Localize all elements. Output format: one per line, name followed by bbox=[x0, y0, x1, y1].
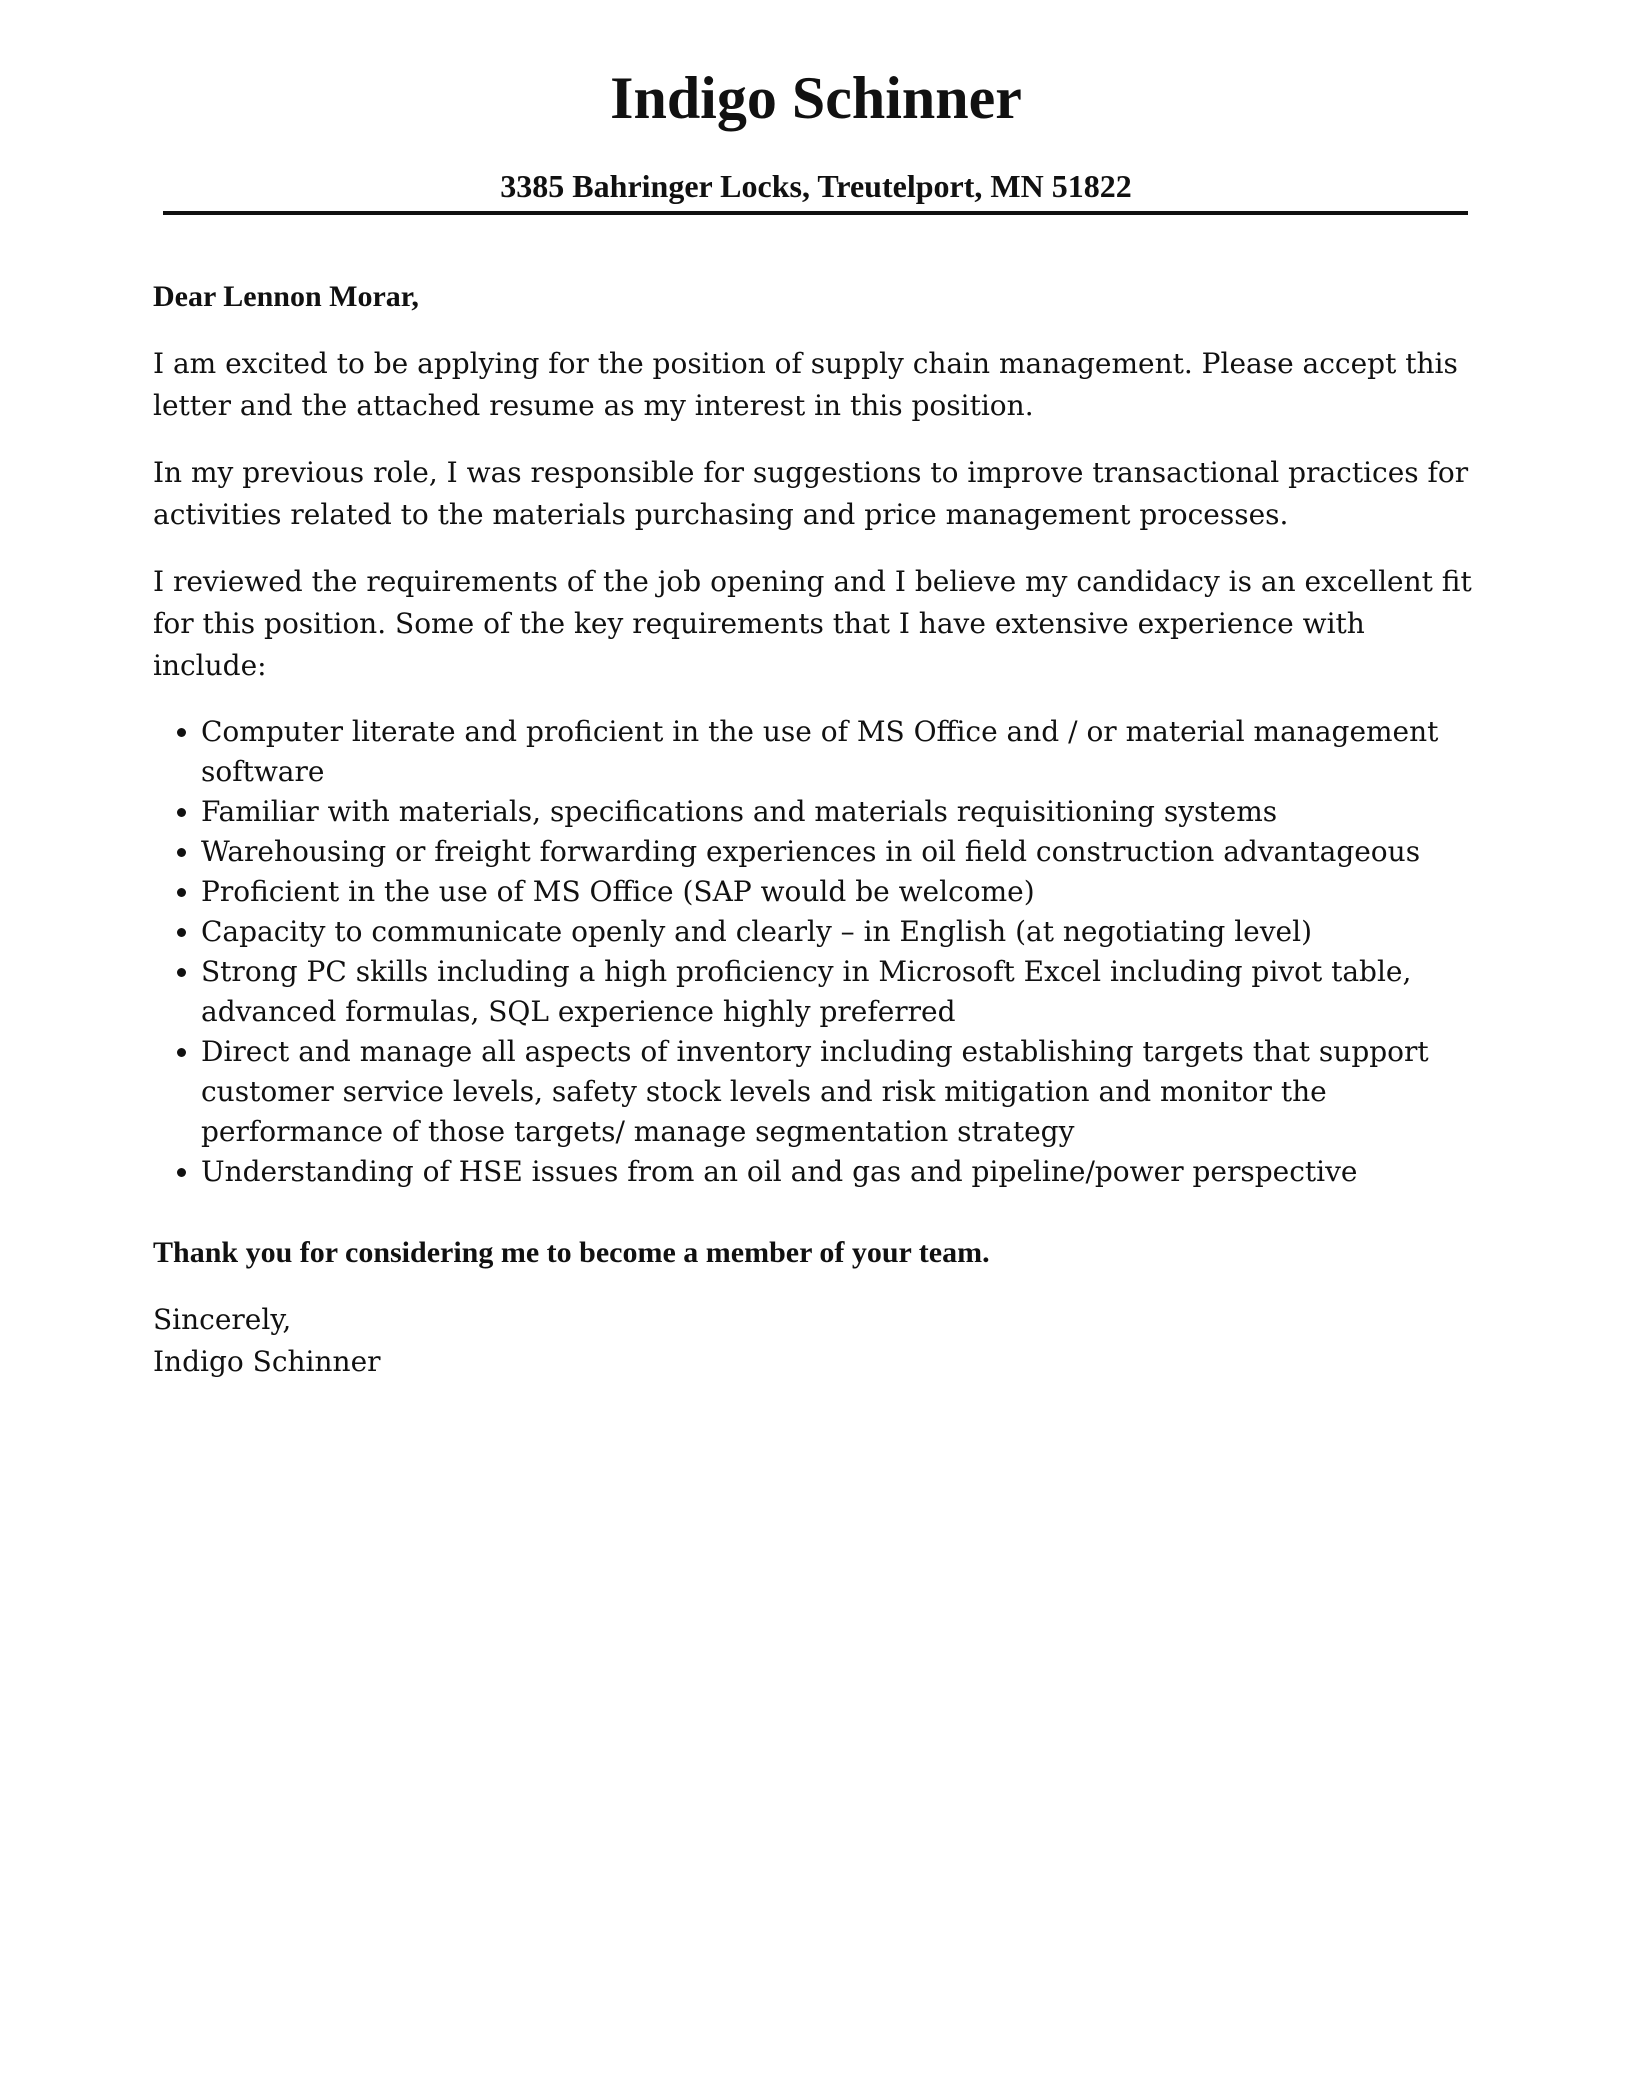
list-item bbox=[153, 1152, 1473, 1192]
list-item-text: Proficient in the use of MS Office (SAP would be welcome) bbox=[201, 875, 1035, 908]
list-item bbox=[153, 952, 1473, 1032]
list-item bbox=[153, 1032, 1473, 1152]
bullet-icon bbox=[177, 928, 186, 937]
paragraph-previous-role: In my previous role, I was responsible for suggestions to improve transactional practices for activities related to the materials purchasing and price management processes. bbox=[153, 456, 1469, 531]
letter-body bbox=[153, 276, 1473, 1383]
signature-name: Indigo Schinner bbox=[153, 1345, 381, 1378]
bullet-icon bbox=[177, 968, 186, 977]
list-item-text: Warehousing or freight forwarding experiences in oil field construction advantageous bbox=[201, 835, 1421, 868]
bullet-icon bbox=[177, 808, 186, 817]
applicant-address: 3385 Bahringer Locks, Treutelport, MN 51822 bbox=[500, 168, 1132, 204]
closing-statement: Thank you for considering me to become a member of your team. bbox=[153, 1236, 990, 1269]
bullet-icon bbox=[177, 1168, 186, 1177]
list-item-text: Computer literate and proficient in the use of MS Office and / or material management software bbox=[201, 715, 1439, 788]
list-item-text: Understanding of HSE issues from an oil and gas and pipeline/power perspective bbox=[201, 1155, 1358, 1188]
list-item-text: Direct and manage all aspects of inventory including establishing targets that support customer service levels, safety stock levels and risk mitigation and monitor the performance of those targets/ manage segmentation strategy bbox=[201, 1035, 1429, 1148]
header-divider bbox=[163, 211, 1468, 215]
requirements-list bbox=[153, 712, 1473, 1192]
bullet-icon bbox=[177, 888, 186, 897]
list-item bbox=[153, 832, 1473, 872]
list-item bbox=[153, 712, 1473, 792]
list-item bbox=[153, 792, 1473, 832]
signoff: Sincerely, bbox=[153, 1303, 292, 1336]
list-item-text: Capacity to communicate openly and clearly – in English (at negotiating level) bbox=[201, 915, 1312, 948]
list-item-text: Strong PC skills including a high proficiency in Microsoft Excel including pivot table, advanced formulas, SQL experience highly preferred bbox=[201, 955, 1412, 1028]
applicant-name: Indigo Schinner bbox=[610, 65, 1022, 131]
bullet-icon bbox=[177, 728, 186, 737]
paragraph-intro: I am excited to be applying for the position of supply chain management. Please accept this letter and the attached resume as my interest in this position. bbox=[153, 347, 1458, 422]
list-item bbox=[153, 912, 1473, 952]
bullet-icon bbox=[177, 848, 186, 857]
salutation: Dear Lennon Morar, bbox=[153, 280, 419, 313]
list-item bbox=[153, 872, 1473, 912]
list-item-text: Familiar with materials, specifications and materials requisitioning systems bbox=[201, 795, 1278, 828]
bullet-icon bbox=[177, 1048, 186, 1057]
paragraph-requirements-intro: I reviewed the requirements of the job opening and I believe my candidacy is an excellent fit for this position. Some of the key requirements that I have extensive experience with include: bbox=[153, 565, 1472, 682]
